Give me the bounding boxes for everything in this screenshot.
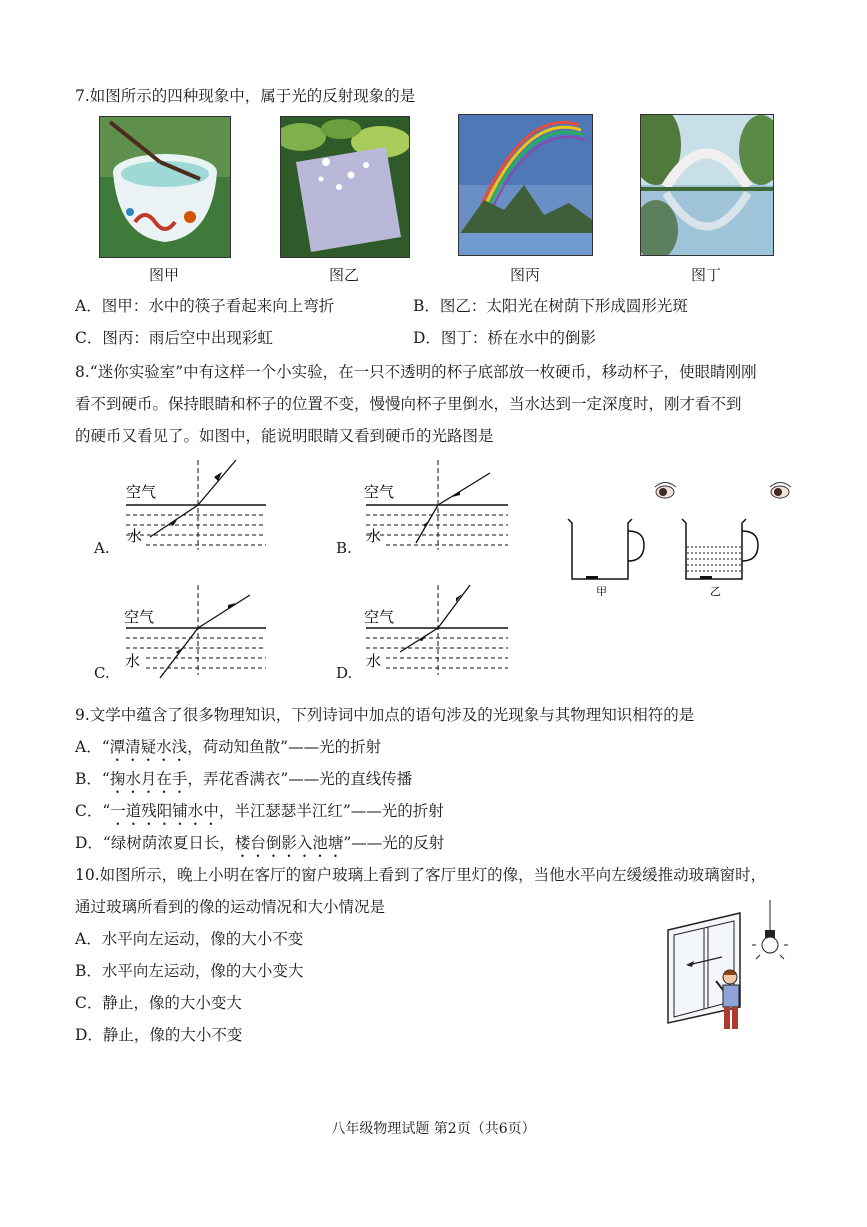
svg-text:水: 水 — [366, 527, 382, 545]
q10-option-b: B．水平向左运动，像的大小变大 — [75, 962, 304, 980]
caption-jia: 图甲 — [148, 266, 179, 284]
caption-bing: 图丙 — [509, 266, 540, 284]
q9-stem: 9.文学中蕴含了很多物理知识，下列诗词中加点的语句涉及的光现象与其物理知识相符的是 — [75, 706, 695, 724]
option-letter-a: A. — [94, 539, 110, 557]
eye-icon — [655, 483, 676, 499]
q8-diagram-b — [330, 455, 520, 565]
q8-diagram-d — [330, 580, 520, 690]
svg-text:水: 水 — [366, 652, 382, 670]
q10-option-c: C．静止，像的大小变大 — [75, 994, 242, 1012]
option-letter-b: B. — [336, 539, 352, 557]
q7-option-d: D．图丁：桥在水中的倒影 — [413, 329, 596, 347]
q10-option-d: D．静止，像的大小不变 — [75, 1026, 243, 1044]
svg-text:空气: 空气 — [364, 483, 395, 501]
option-letter-c: C. — [94, 664, 110, 682]
q9-option-b: B．“掬水月在手，弄花香满衣”——光的直线传播 — [75, 770, 413, 788]
q8-line-2: 看不到硬币。保持眼睛和杯子的位置不变，慢慢向杯子里倒水，当水达到一定深度时，刚才看不到 — [75, 395, 742, 413]
water-label: 水 — [127, 527, 143, 545]
q9-option-d: D．“绿树荫浓夏日长，楼台倒影入池塘”——光的反射 — [75, 834, 445, 852]
q10-option-a: A．水平向左运动，像的大小不变 — [75, 930, 304, 948]
q9-option-a: A．“潭清疑水浅，荷动知鱼散”——光的折射 — [75, 738, 382, 756]
caption-yi: 图乙 — [328, 266, 359, 284]
svg-text:空气: 空气 — [124, 608, 155, 626]
q8-line-1: 8.“迷你实验室”中有这样一个小实验，在一只不透明的杯子底部放一枚硬币，移动杯子，使眼睛刚刚 — [75, 363, 757, 381]
q7-stem: 7.如图所示的四种现象中，属于光的反射现象的是 — [75, 87, 416, 105]
q7-option-c: C．图丙：雨后空中出现彩虹 — [75, 329, 273, 347]
cup-label-jia: 甲 — [596, 585, 607, 598]
air-label: 空气 — [126, 483, 157, 501]
lamp-icon — [752, 930, 788, 959]
option-letter-d: D. — [336, 664, 353, 682]
photo-bridge-reflection — [640, 114, 774, 256]
q8-line-3: 的硬币又看见了。如图中，能说明眼睛又看到硬币的光路图是 — [75, 427, 494, 445]
caption-ding: 图丁 — [690, 266, 721, 284]
cup-label-yi: 乙 — [710, 585, 721, 598]
photo-chopstick-bowl — [99, 116, 231, 258]
q7-option-b: B．图乙：太阳光在树荫下形成圆形光斑 — [413, 297, 688, 315]
photo-rainbow — [458, 114, 593, 256]
eye-icon — [770, 483, 791, 499]
q10-window-figure — [660, 895, 800, 1040]
photo-light-spots — [280, 116, 410, 258]
q8-diagram-c — [90, 580, 270, 690]
q10-line-1: 10.如图所示，晚上小明在客厅的窗户玻璃上看到了客厅里灯的像，当他水平向左缓缓推动玻璃窗时， — [75, 866, 767, 884]
q8-cup-figure — [560, 475, 800, 605]
page-footer: 八年级物理试题 第2页（共6页） — [331, 1121, 536, 1137]
q10-line-2: 通过玻璃所看到的像的运动情况和大小情况是 — [75, 898, 386, 916]
svg-text:水: 水 — [125, 652, 141, 670]
q9-option-c: C．“一道残阳铺水中，半江瑟瑟半江红”——光的折射 — [75, 802, 444, 820]
q8-diagram-a — [90, 455, 270, 565]
svg-text:空气: 空气 — [364, 608, 395, 626]
q7-option-a: A．图甲：水中的筷子看起来向上弯折 — [75, 297, 335, 315]
